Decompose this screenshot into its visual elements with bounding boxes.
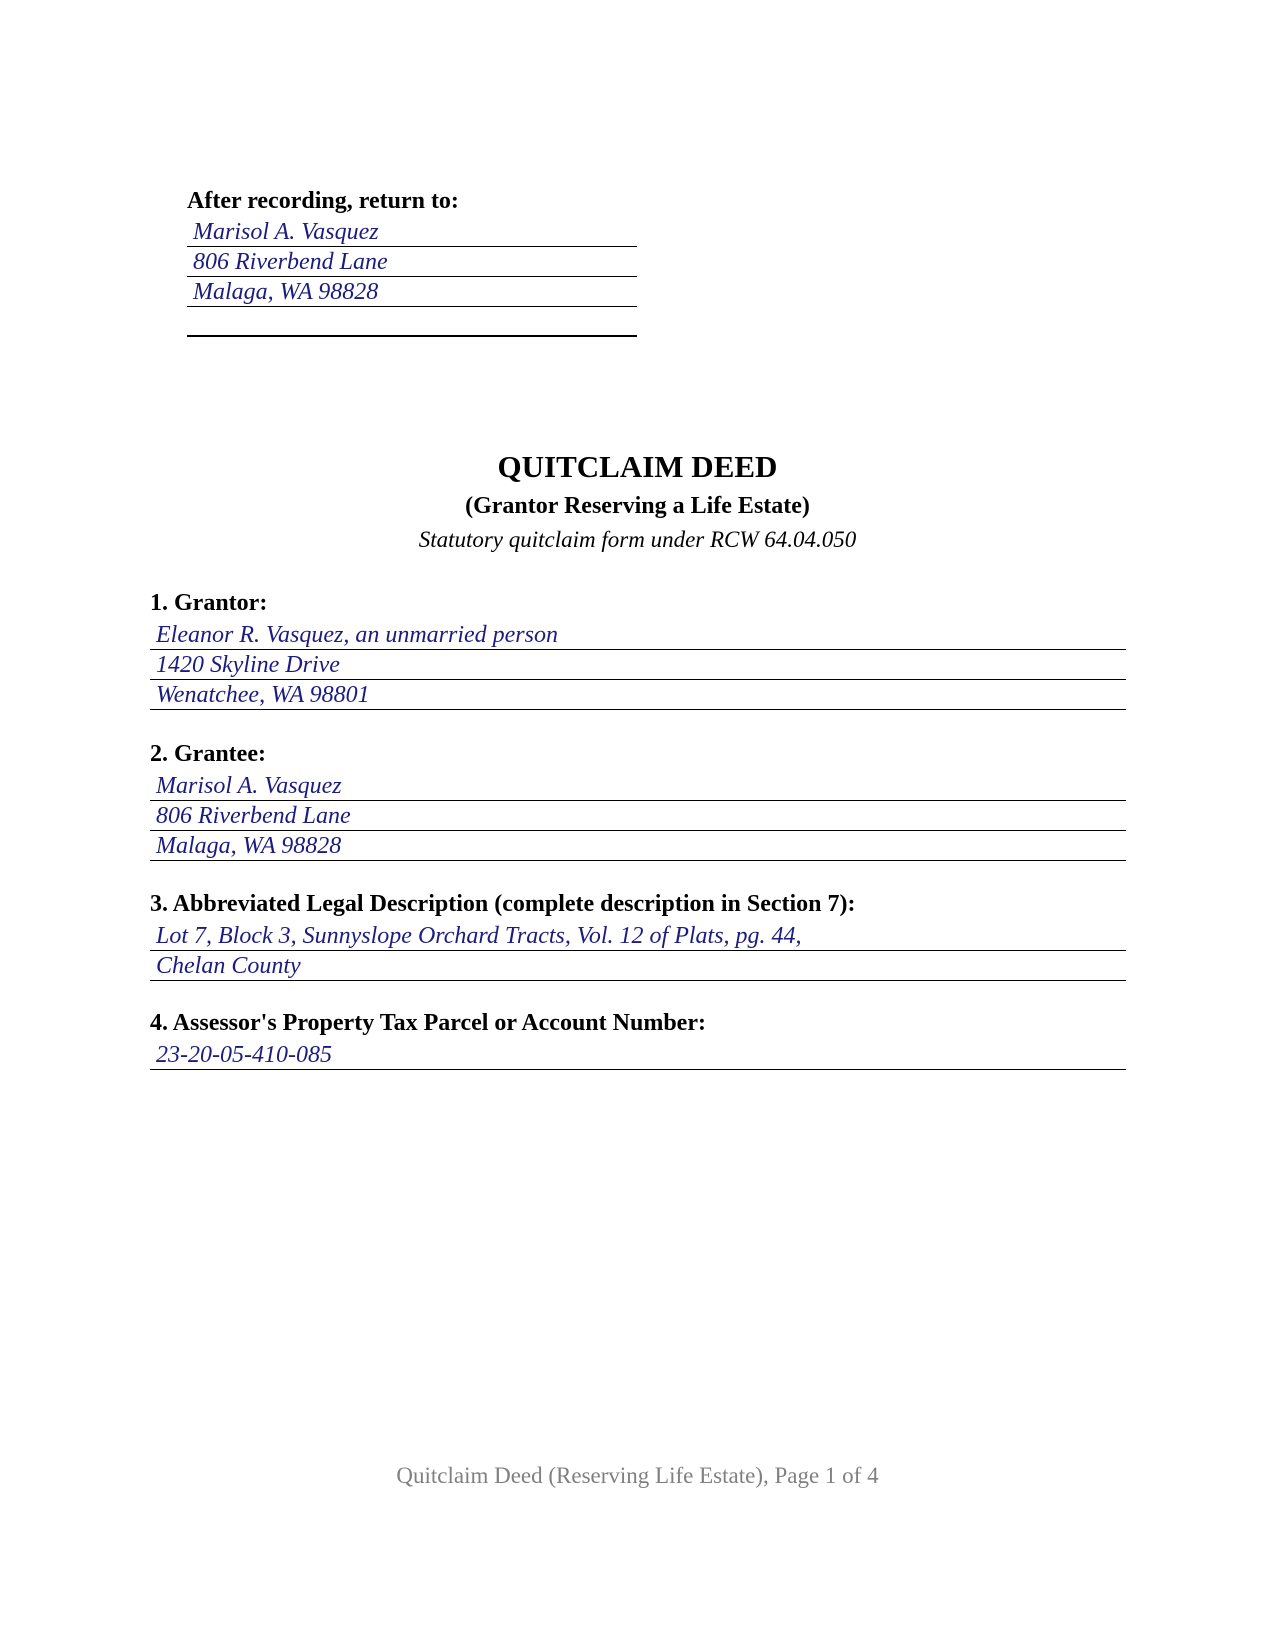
legal-description-section (150, 889, 1126, 981)
document-title: QUITCLAIM DEED (497, 449, 778, 484)
grantee-city-field[interactable]: Malaga, WA 98828 (150, 831, 1126, 861)
return-to-city-field[interactable]: Malaga, WA 98828 (187, 277, 637, 307)
grantee-heading: 2. Grantee: (150, 741, 266, 767)
grantor-heading: 1. Grantor: (150, 590, 268, 616)
legal-description-line-2-field[interactable]: Chelan County (150, 951, 1126, 981)
grantee-name-field[interactable]: Marisol A. Vasquez (150, 771, 1126, 801)
grantee-street-field[interactable]: 806 Riverbend Lane (150, 801, 1126, 831)
grantor-street-field[interactable]: 1420 Skyline Drive (150, 650, 1126, 680)
parcel-number-section (150, 1008, 1126, 1070)
title-block (0, 446, 1275, 555)
return-to-block (187, 186, 637, 337)
legal-description-line-1-field[interactable]: Lot 7, Block 3, Sunnyslope Orchard Tracts, Vol. 12 of Plats, pg. 44, (150, 921, 1126, 951)
return-to-heading: After recording, return to: (187, 188, 459, 214)
return-to-blank-field[interactable] (187, 307, 637, 337)
legal-description-heading: 3. Abbreviated Legal Description (complete description in Section 7): (150, 891, 856, 917)
grantor-city-field[interactable]: Wenatchee, WA 98801 (150, 680, 1126, 710)
parcel-number-field[interactable]: 23-20-05-410-085 (150, 1040, 1126, 1070)
grantee-section (150, 739, 1126, 861)
grantor-name-field[interactable]: Eleanor R. Vasquez, an unmarried person (150, 620, 1126, 650)
return-to-street-field[interactable]: 806 Riverbend Lane (187, 247, 637, 277)
return-to-lines (187, 217, 637, 337)
return-to-name-field[interactable]: Marisol A. Vasquez (187, 217, 637, 247)
document-subtitle: (Grantor Reserving a Life Estate) (465, 493, 810, 519)
parcel-number-heading: 4. Assessor's Property Tax Parcel or Account Number: (150, 1010, 706, 1036)
statutory-note: Statutory quitclaim form under RCW 64.04.050 (418, 527, 857, 552)
grantor-section (150, 588, 1126, 710)
page-footer: Quitclaim Deed (Reserving Life Estate), Page 1 of 4 (396, 1463, 879, 1488)
